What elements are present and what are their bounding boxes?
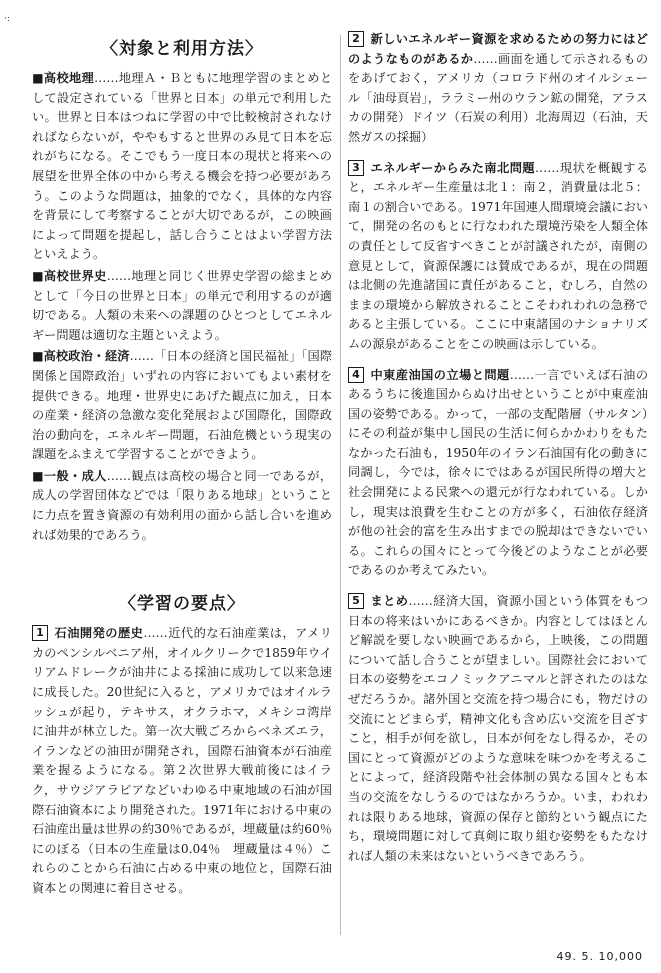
- point-new-energy: [348, 30, 648, 148]
- audience-lead: ■一般・成人: [32, 468, 107, 483]
- point-text: ……一言でいえば石油のあるうちに後進国からぬけ出せということが中東産油国の姿勢である。かって，一部の支配階層（サルタン）にその利益が集中し国民の生活に何らかかわりをもたなかった石油も，1950年のイラン石油国有化の動きに同調し，今では，徐々にではあるが国民所得の増大と社会開発による民衆への還元が行なわれている。しかし，現実は浪費を生むことの方が多く，石油依存経済が他の社会的富を生み出すまでの脱却はできないでいる。これらの国々にとって今後どのようなことが必要であるのか考えてみたい。: [348, 367, 649, 578]
- point-heading: 新しいエネルギー資源を求めるための努力にはどのようなものがあるか: [348, 32, 648, 66]
- point-paragraph: [348, 366, 648, 582]
- point-paragraph: [348, 592, 648, 866]
- audience-text: ……「日本の経済と国民福祉」「国際関係と国際政治」いずれの内容においてもよい素材を提供できる。地理・世界史にあげた観点に加え，日本の産業・経済の急激な変化発展および国際化，国際政治の動向を，エネルギー問題，石油危機という現実の課題をふまえて学習することができよう。: [32, 349, 333, 462]
- point-summary: [348, 592, 648, 866]
- point-middle-east: [348, 366, 648, 582]
- audience-general-adult: [32, 467, 332, 545]
- point-heading: 石油開発の歴史: [54, 626, 144, 641]
- point-number-box: 4: [348, 367, 364, 383]
- point-number-box: 2: [348, 31, 364, 47]
- spacer: [32, 547, 332, 585]
- print-code: 49. 5. 10,000: [556, 950, 643, 963]
- left-column: [32, 30, 332, 901]
- right-column: [348, 30, 648, 877]
- point-north-south: [348, 159, 648, 355]
- audience-lead: ■高校政治・経済: [32, 349, 130, 364]
- point-number-box: 1: [32, 625, 48, 641]
- point-heading: まとめ: [370, 594, 409, 609]
- point-heading: 中東産油国の立場と問題: [370, 367, 510, 382]
- point-text: ……現状を概観すると，エネルギー生産量は北１：南２，消費量は北５：南１の割合いである。1971年国連人間環境会議において，開発の名のもとに行なわれた環境汚染を人類全体の責任として反省すべきことが討議されたが，南側の意見として，資源保護には賛成であるが，現在の問題は北側の先進諸国に責任があること，むしろ，自然のままの環境から解放されることこそわれわれの急務であると主張している。ここに中東諸国のナショナリズムの源泉があることをこの映画は示している。: [348, 160, 649, 351]
- audience-text: ……地理Ａ・Ｂともに地理学習のまとめとして設定されている「世界と日本」の単元で利用したい。世界と日本はつねに学習の中で比較検討されなければならないが，ややもすると世界のみ見て日本を忘れがちになる。そこでもう一度日本の現状と将来への展望を世界全体の中から考える機会を持つ必要があろう。このような問題は，抽象的でなく，具体的な内容を背景にして考察することが大切であるが，この映画によって問題を提起し，話し合うことはよい学習方法といえよう。: [32, 71, 333, 262]
- audience-world-history: [32, 267, 332, 345]
- audience-text: ……地理と同じく世界史学習の総まとめとして「今日の世界と日本」の単元で利用するのが適切である。人類の未来への課題のひとつとしてエネルギー問題は適切な主題といえよう。: [32, 268, 333, 342]
- audience-lead: ■高校地理: [32, 71, 95, 85]
- audience-text: ……観点は高校の場合と同一であるが，成人の学習団体などでは「限りある地球」ということに力点を置き資源の有効利用の面から話し合いを進めれば効果的であろう。: [32, 468, 333, 542]
- audience-politics-economy: [32, 347, 332, 465]
- point-text: ……近代的な石油産業は，アメリカのペンシルベニア州，オイルクリークで1859年ウイリアムドレークが油井による採油に成功して以来急速に成長した。20世紀に入ると，アメリカではオイルラッシュが起り，テキサス，オクラホマ，メキシコ湾岸に油井が林立した。第一次大戦ごろからベネズエラ，イランなどの油田が開発され，国際石油資本が石油産業を握るようになる。第２次世界大戦前後にはイラク，サウジアラビアなどいわゆる中東地域の石油が国際石油資本により開発された。1971年における中東の石油産出量は世界の約30％であるが，埋蔵量は約60％にのぼる（日本の生産量は0.04％ 埋蔵量は４％）これらのことから石油に占める中東の地位と，国際石油資本との関連に着目させる。: [32, 626, 332, 895]
- section-title-target-usage: 〈対象と利用方法〉: [101, 39, 263, 59]
- point-number-box: 5: [348, 593, 364, 609]
- audience-lead: ■高校世界史: [32, 268, 107, 283]
- section-title-learning-points: 〈学習の要点〉: [119, 594, 245, 615]
- point-paragraph: [348, 159, 648, 355]
- point-text: ……画面を通して示されるものをあげておく，アメリカ（コロラド州のオイルシェール「油母頁岩」，ララミー州のウラン鉱の開発，アラスカの開発）ドイツ（石炭の利用）北海周辺（石油，天然ガスの採掘）: [348, 51, 649, 144]
- column-divider: [340, 35, 341, 935]
- point-oil-history: [32, 624, 332, 898]
- point-paragraph: [348, 30, 648, 148]
- point-heading: エネルギーからみた南北問題: [370, 160, 536, 175]
- audience-geography: [32, 69, 332, 265]
- corner-mark: ·:: [4, 14, 10, 24]
- point-text: ……経済大国，資源小国という体質をもつ日本の将来はいかにあるべきか。内容としてはほとんど解説を要しない映画であるから，上映後，この問題について話し合うことが望ましい。国際社会において日本の姿勢をエコノミックアニマルと評されたのはなぜだろうか。諸外国と交流を持つ場合にも，物だけの交流にとどまらず，精神文化も含め広い交流を目ざすこと，相手が何を欲し，日本が何をなし得るか，その国にとって資源がどのような意味を味つかを考えることによって，経済段階や社会体制の異なる国々とも本当の交流をなしうるのではなかろうか。いま，われわれは限りある地球，資源の保存と節約という観点にたち，環境問題に対して真剣に取り組む姿勢をもたなければ人類の未来はないというべきであろう。: [348, 594, 649, 863]
- point-number-box: 3: [348, 160, 364, 176]
